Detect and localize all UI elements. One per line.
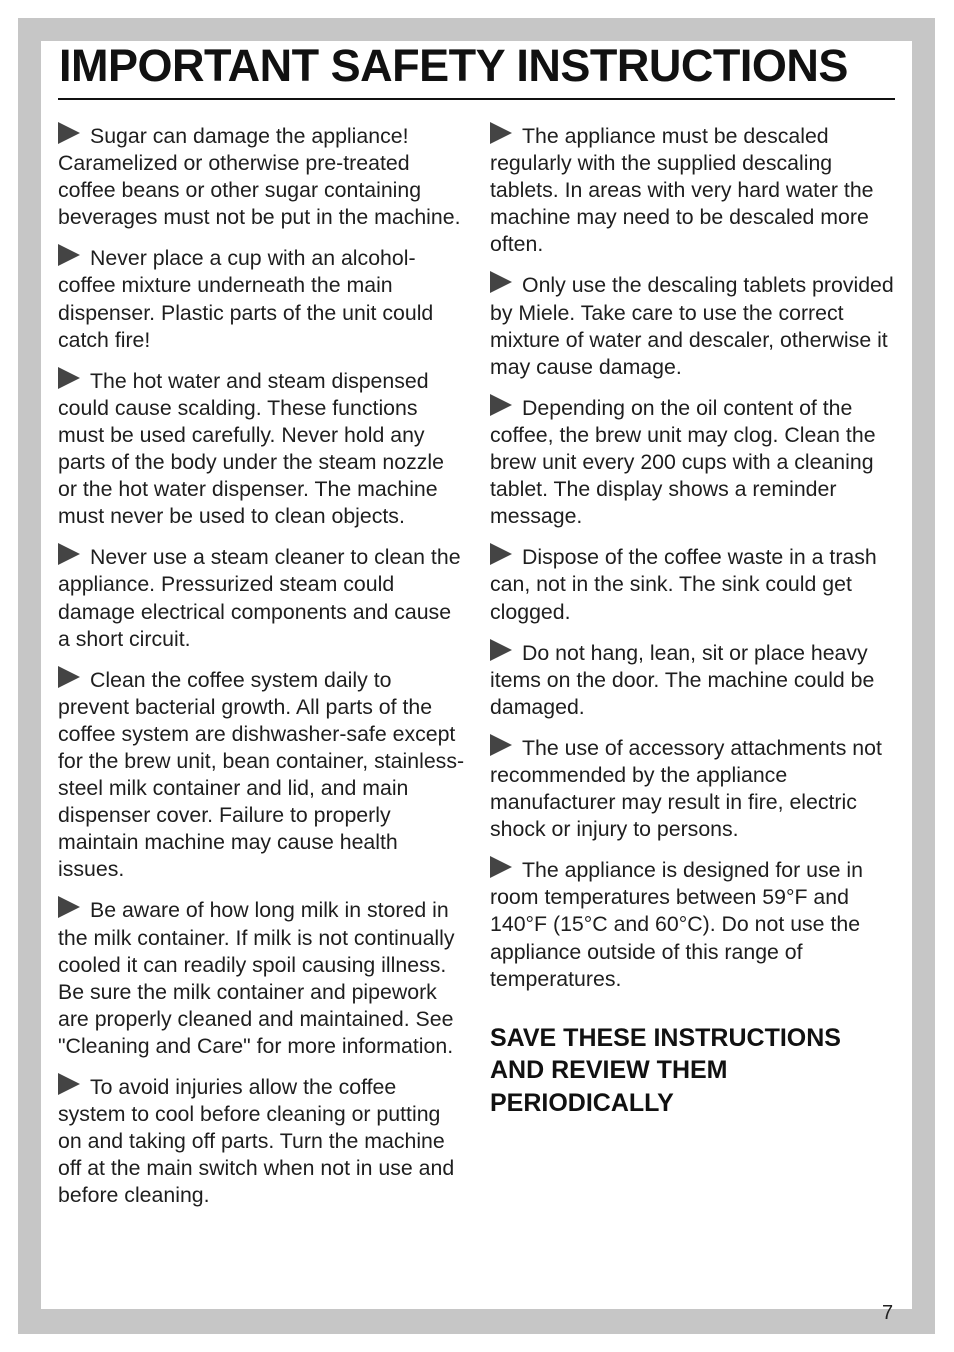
triangle-right-icon [58,666,80,688]
instruction-text: Sugar can damage the appliance! Caramelized or otherwise pre-treated coffee beans or other sugar containing beverages must not be put in the machine. [58,124,461,230]
instruction-text: Depending on the oil content of the coffee, the brew unit may clog. Clean the brew unit every 200 cups with a cleaning tablet. The display shows a reminder message. [490,395,876,529]
instruction-item [58,896,466,1060]
instruction-item [58,1073,466,1209]
instruction-text: The appliance must be descaled regularly with the supplied descaling tablets. In areas with very hard water the machine may need to be descaled more often. [490,124,874,257]
triangle-right-icon [490,122,512,144]
instruction-text: Never use a steam cleaner to clean the appliance. Pressurized steam could damage electrical components and cause a short circuit. [58,545,461,651]
instruction-item [490,271,898,380]
triangle-right-icon [58,1073,80,1095]
instruction-text: Be aware of how long milk in stored in the milk container. If milk is not continually cooled it can readily spoil causing illness. Be sure the milk container and pipework are properly cleaned and maintained. See "Cleaning and Care" for more information. [58,898,455,1058]
triangle-right-icon [58,244,80,266]
page-number: 7 [882,1302,894,1324]
instruction-text: The appliance is designed for use in room temperatures between 59°F and 140°F (15°C and 60°C). Do not use the appliance outside of this range of temperatures. [490,858,863,991]
instruction-item [58,543,466,652]
page-title: IMPORTANT SAFETY INSTRUCTIONS [59,40,848,91]
instruction-text: The hot water and steam dispensed could cause scalding. These functions must be used carefully. Never hold any parts of the body under the steam nozzle or the hot water dispenser. The machine must never be used to clean objects. [58,368,444,529]
instruction-item [490,856,898,992]
instruction-text: Clean the coffee system daily to prevent bacterial growth. All parts of the coffee system are dishwasher-safe except for the brew unit, bean container, stainless-steel milk container and lid, and main dispenser cover. Failure to properly maintain machine may cause health issues. [58,667,465,882]
triangle-right-icon [58,543,80,565]
instruction-item [490,122,898,258]
instruction-item [490,639,898,721]
instruction-item [490,394,898,530]
triangle-right-icon [490,543,512,565]
triangle-right-icon [490,271,512,293]
left-column [58,122,466,1222]
instruction-item [58,367,466,531]
triangle-right-icon [58,367,80,389]
instruction-item [58,666,466,884]
triangle-right-icon [490,639,512,661]
instruction-text: Dispose of the coffee waste in a trash can, not in the sink. The sink could get clogged. [490,545,877,624]
instruction-item [490,734,898,843]
instruction-item [58,122,466,231]
triangle-right-icon [490,394,512,416]
title-divider [58,98,895,100]
triangle-right-icon [58,896,80,918]
instruction-item [490,543,898,625]
triangle-right-icon [490,856,512,878]
instruction-item [58,244,466,353]
instruction-text: Only use the descaling tablets provided by Miele. Take care to use the correct mixture of water and descaler, otherwise it may cause damage. [490,273,894,379]
save-instructions-notice: SAVE THESE INSTRUCTIONS AND REVIEW THEM PERIODICALLY [490,1023,841,1117]
instruction-text: The use of accessory attachments not recommended by the appliance manufacturer may result in fire, electric shock or injury to persons. [490,735,882,842]
right-column [490,122,898,1119]
triangle-right-icon [490,734,512,756]
instruction-text: To avoid injuries allow the coffee system to cool before cleaning or putting on and taking off parts. Turn the machine off at the main switch when not in use and before cleaning. [58,1075,455,1208]
triangle-right-icon [58,122,80,144]
instruction-text: Never place a cup with an alcohol-coffee mixture underneath the main dispenser. Plastic parts of the unit could catch fire! [58,246,434,352]
instruction-text: Do not hang, lean, sit or place heavy items on the door. The machine could be damaged. [490,640,875,719]
